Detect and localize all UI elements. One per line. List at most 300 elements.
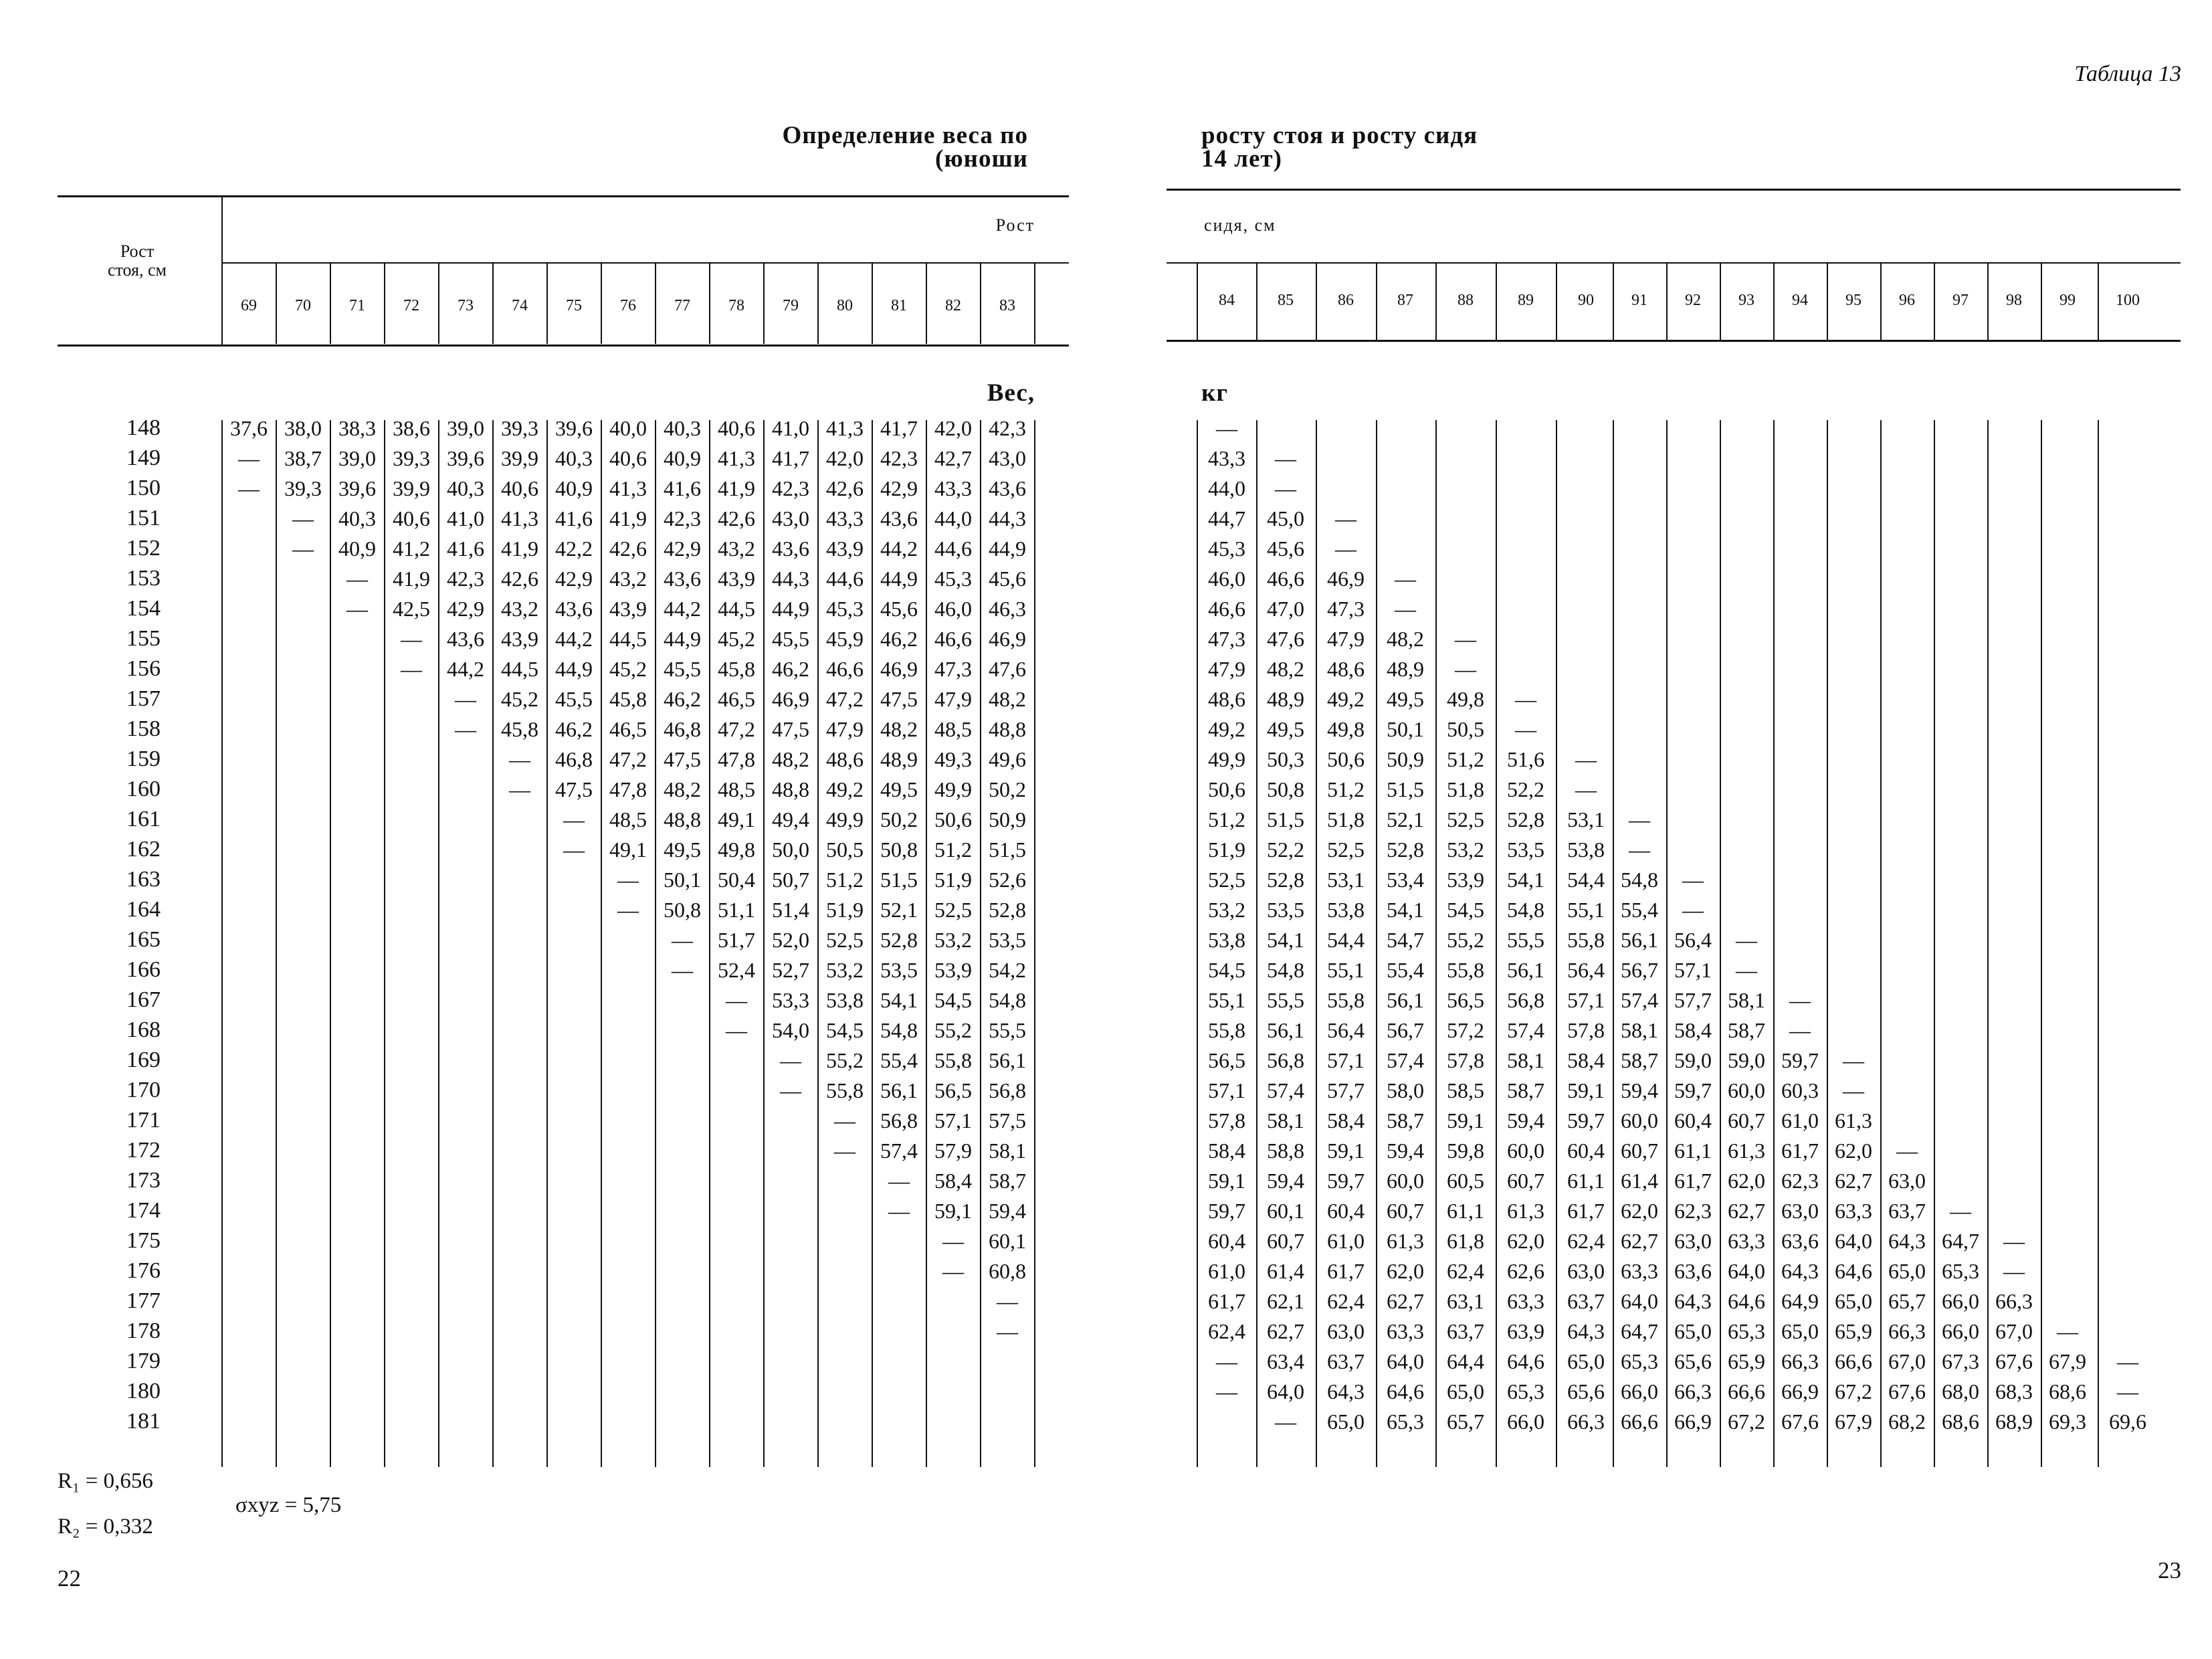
weight-cell: 48,2 (880, 717, 918, 741)
weight-cell: 45,6 (989, 567, 1026, 591)
weight-cell: 44,9 (989, 536, 1026, 561)
column-number: 71 (349, 297, 365, 314)
weight-cell: — (2057, 1319, 2078, 1343)
weight-cell: 45,2 (501, 687, 538, 711)
weight-cell: — (2117, 1349, 2138, 1373)
weight-cell: 55,4 (880, 1048, 918, 1072)
weight-cell: 68,6 (2049, 1379, 2086, 1403)
weight-cell: 51,9 (934, 868, 972, 892)
column-divider (1316, 264, 1317, 340)
weight-cell: 63,7 (1567, 1289, 1605, 1313)
weight-cell: — (1216, 416, 1237, 440)
weight-cell: 56,7 (1387, 1018, 1424, 1042)
row-height-label: 181 (126, 1409, 161, 1434)
weight-cell: 38,0 (284, 416, 322, 440)
weight-cell: 64,0 (1621, 1289, 1658, 1313)
weight-cell: — (1950, 1199, 1971, 1223)
weight-cell: 43,3 (934, 476, 972, 500)
weight-cell: 49,9 (826, 807, 864, 832)
weight-cell: 57,1 (1674, 958, 1712, 982)
weight-cell: 42,3 (772, 476, 809, 500)
weight-cell: 52,1 (880, 898, 918, 922)
weight-cell: 59,4 (1507, 1108, 1544, 1133)
weight-cell: 57,7 (1327, 1078, 1365, 1102)
weight-cell: 40,3 (555, 446, 593, 470)
weight-cell: 66,3 (1674, 1379, 1712, 1403)
weight-cell: 49,8 (718, 838, 755, 862)
weight-cell: 49,3 (934, 747, 972, 771)
weight-cell: 47,9 (826, 717, 864, 741)
weight-cell: 54,4 (1327, 928, 1365, 952)
weight-cell: 46,9 (989, 627, 1026, 651)
column-divider (1934, 264, 1935, 340)
weight-cell: 65,0 (1327, 1409, 1365, 1434)
weight-cell: 41,6 (664, 476, 701, 500)
weight-cell: 59,7 (1327, 1169, 1365, 1193)
weight-cell: 60,4 (1327, 1199, 1365, 1223)
weight-cell: 47,8 (609, 777, 647, 801)
row-height-label: 175 (126, 1228, 161, 1253)
weight-cell: 40,6 (609, 446, 647, 470)
weight-cell: 59,7 (1567, 1108, 1605, 1133)
weight-cell: 64,9 (1781, 1289, 1819, 1313)
weight-cell: 43,3 (826, 506, 864, 530)
weight-cell: — (942, 1229, 964, 1253)
weight-cell: 60,7 (1267, 1229, 1304, 1253)
weight-cell: 47,2 (826, 687, 864, 711)
column-divider (2041, 420, 2042, 1467)
weight-cell: 66,3 (1781, 1349, 1819, 1373)
weight-cell: 41,9 (718, 476, 755, 500)
weight-cell: 67,0 (1888, 1349, 1926, 1373)
weight-cell: 61,7 (1208, 1289, 1245, 1313)
weight-cell: 53,2 (934, 928, 972, 952)
weight-cell: 65,0 (1781, 1319, 1819, 1343)
weight-cell: 61,0 (1327, 1229, 1365, 1253)
weight-cell: 44,5 (718, 597, 755, 621)
weight-cell: 66,6 (1728, 1379, 1765, 1403)
row-height-label: 148 (126, 415, 161, 440)
title-left-line1: Определение веса по (782, 122, 1028, 149)
column-number: 70 (295, 297, 311, 314)
weight-cell: 62,4 (1447, 1259, 1484, 1283)
weight-cell: 43,2 (501, 597, 538, 621)
column-number: 73 (458, 297, 474, 314)
weight-cell: 56,8 (880, 1108, 918, 1133)
weight-cell: — (888, 1199, 910, 1223)
weight-cell: 58,7 (1387, 1108, 1424, 1133)
weight-cell: 47,9 (1208, 657, 1245, 681)
weight-cell: 49,5 (880, 777, 918, 801)
weight-cell: 68,0 (1942, 1379, 1979, 1403)
weight-cell: 45,2 (609, 657, 647, 681)
weight-cell: 55,4 (1387, 958, 1424, 982)
weight-cell: 61,8 (1447, 1229, 1484, 1253)
weight-cell: 66,3 (1567, 1409, 1605, 1434)
weight-cell: 68,6 (1942, 1409, 1979, 1434)
column-number: 88 (1457, 292, 1474, 309)
weight-cell: 67,2 (1835, 1379, 1872, 1403)
weight-cell: 63,9 (1507, 1319, 1544, 1343)
weight-cell: 62,0 (1507, 1229, 1544, 1253)
row-height-label: 178 (126, 1319, 161, 1343)
weight-cell: 47,3 (1327, 597, 1365, 621)
weight-cell: 61,7 (1567, 1199, 1605, 1223)
column-divider (1556, 264, 1557, 340)
weight-cell: 63,3 (1387, 1319, 1424, 1343)
column-number: 72 (403, 297, 419, 314)
weight-cell: 46,9 (880, 657, 918, 681)
weight-cell: 41,3 (826, 416, 864, 440)
weight-cell: 44,6 (934, 536, 972, 561)
weight-cell: 54,0 (772, 1018, 809, 1042)
weight-cell: 61,3 (1835, 1108, 1872, 1133)
weight-cell: 53,1 (1327, 868, 1365, 892)
weight-cell: 46,6 (826, 657, 864, 681)
column-number: 82 (945, 297, 961, 314)
weight-cell: 61,7 (1674, 1169, 1712, 1193)
weight-cell: — (1736, 928, 1757, 952)
weight-cell: 44,7 (1208, 506, 1245, 530)
weight-cell: 59,0 (1728, 1048, 1765, 1072)
weight-cell: 55,4 (1621, 898, 1658, 922)
weight-cell: 55,1 (1208, 988, 1245, 1012)
weight-cell: 56,1 (1621, 928, 1658, 952)
weight-cell: — (997, 1319, 1018, 1343)
weight-cell: 65,3 (1387, 1409, 1424, 1434)
weight-cell: 44,3 (772, 567, 809, 591)
weight-cell: 45,5 (772, 627, 809, 651)
weight-cell: 50,1 (1387, 717, 1424, 741)
weight-cell: 45,8 (609, 687, 647, 711)
weight-cell: 58,7 (1728, 1018, 1765, 1042)
weight-cell: 51,5 (880, 868, 918, 892)
weight-cell: 46,2 (880, 627, 918, 651)
weight-cell: 41,0 (447, 506, 484, 530)
weight-cell: 51,2 (1327, 777, 1365, 801)
weight-cell: 62,7 (1621, 1229, 1658, 1253)
weight-cell: — (726, 988, 747, 1012)
weight-cell: 52,1 (1387, 807, 1424, 832)
weight-cell: 52,5 (826, 928, 864, 952)
row-height-label: 152 (126, 536, 161, 561)
weight-cell: 51,2 (934, 838, 972, 862)
weight-cell: 54,5 (934, 988, 972, 1012)
weight-cell: 61,1 (1447, 1199, 1484, 1223)
weight-cell: 58,4 (1208, 1139, 1245, 1163)
weight-cell: 66,6 (1835, 1349, 1872, 1373)
column-number: 74 (512, 297, 528, 314)
weight-cell: 63,7 (1447, 1319, 1484, 1343)
column-divider (1376, 264, 1377, 340)
weight-cell: 55,8 (826, 1078, 864, 1102)
row-height-label: 159 (126, 747, 161, 771)
weight-cell: 56,1 (989, 1048, 1026, 1072)
weight-cell: 57,1 (1327, 1048, 1365, 1072)
weight-cell: 62,4 (1208, 1319, 1245, 1343)
weight-cell: 63,0 (1888, 1169, 1926, 1193)
weight-cell: 67,0 (1995, 1319, 2033, 1343)
weight-cell: 59,1 (1327, 1139, 1365, 1163)
weight-cell: 40,9 (338, 536, 376, 561)
weight-cell: 58,1 (1621, 1018, 1658, 1042)
weight-cell: 52,5 (1447, 807, 1484, 832)
row-height-label: 154 (126, 596, 161, 621)
weight-cell: 56,4 (1567, 958, 1605, 982)
weight-cell: — (2003, 1229, 2025, 1253)
column-number: 86 (1338, 292, 1354, 309)
row-height-label: 163 (126, 867, 161, 892)
weight-cell: 63,0 (1781, 1199, 1819, 1223)
weight-cell: 51,6 (1507, 747, 1544, 771)
weight-cell: 65,6 (1567, 1379, 1605, 1403)
weight-cell: 55,2 (1447, 928, 1484, 952)
weight-cell: 42,6 (501, 567, 538, 591)
weight-cell: 57,8 (1567, 1018, 1605, 1042)
weight-cell: 43,6 (664, 567, 701, 591)
weight-cell: 51,2 (826, 868, 864, 892)
weight-cell: 46,6 (934, 627, 972, 651)
weight-cell: 56,8 (1507, 988, 1544, 1012)
weight-cell: — (1682, 868, 1704, 892)
weight-cell: 55,2 (934, 1018, 972, 1042)
weight-cell: — (1575, 777, 1597, 801)
weight-cell: 64,0 (1267, 1379, 1304, 1403)
weight-cell: 54,8 (1621, 868, 1658, 892)
weight-cell: 60,8 (989, 1259, 1026, 1283)
weight-cell: — (1455, 657, 1476, 681)
weight-cell: 39,3 (501, 416, 538, 440)
weight-cell: 59,0 (1674, 1048, 1712, 1072)
weight-cell: 60,7 (1387, 1199, 1424, 1223)
column-divider (980, 264, 981, 344)
weight-cell: 48,2 (1267, 657, 1304, 681)
weight-cell: 48,8 (664, 807, 701, 832)
column-divider (1034, 264, 1035, 344)
weight-cell: — (401, 657, 422, 681)
weight-cell: 43,9 (609, 597, 647, 621)
weight-cell: 60,1 (1267, 1199, 1304, 1223)
weight-cell: 42,9 (555, 567, 593, 591)
weight-cell: 43,9 (501, 627, 538, 651)
weight-cell: 54,8 (880, 1018, 918, 1042)
weight-cell: 58,4 (1327, 1108, 1365, 1133)
weight-cell: 41,9 (393, 567, 430, 591)
weight-cell: 46,5 (718, 687, 755, 711)
column-divider (492, 264, 494, 344)
weight-cell: 39,9 (393, 476, 430, 500)
weight-cell: 45,8 (501, 717, 538, 741)
column-number: 94 (1792, 292, 1808, 309)
column-divider (221, 264, 223, 344)
weight-cell: 56,8 (989, 1078, 1026, 1102)
weight-cell: 58,1 (989, 1139, 1026, 1163)
column-divider (1987, 264, 1989, 340)
column-divider (1496, 420, 1497, 1467)
weight-cell: 63,7 (1327, 1349, 1365, 1373)
weight-cell: — (1216, 1349, 1237, 1373)
weight-cell: 43,6 (772, 536, 809, 561)
weight-cell: 58,1 (1728, 988, 1765, 1012)
weight-cell: 63,7 (1888, 1199, 1926, 1223)
weight-cell: 56,8 (1267, 1048, 1304, 1072)
row-height-label: 172 (126, 1138, 161, 1163)
weight-cell: 46,6 (1208, 597, 1245, 621)
row-height-label: 153 (126, 566, 161, 591)
weight-cell: 40,9 (555, 476, 593, 500)
weight-cell: 43,6 (555, 597, 593, 621)
weight-cell: 52,8 (989, 898, 1026, 922)
weight-cell: 48,6 (826, 747, 864, 771)
column-divider (1256, 264, 1258, 340)
weight-cell: 41,3 (501, 506, 538, 530)
column-number: 96 (1899, 292, 1915, 309)
weight-cell: 56,5 (934, 1078, 972, 1102)
weight-cell: 53,9 (934, 958, 972, 982)
weight-cell: 60,1 (989, 1229, 1026, 1253)
weight-cell: 59,1 (1208, 1169, 1245, 1193)
row-height-label: 169 (126, 1048, 161, 1072)
weight-cell: 62,3 (1781, 1169, 1819, 1193)
weight-cell: 68,2 (1888, 1409, 1926, 1434)
weight-cell: 64,3 (1888, 1229, 1926, 1253)
column-divider (1034, 420, 1035, 1467)
weight-cell: 51,5 (1267, 807, 1304, 832)
weight-cell: 58,5 (1447, 1078, 1484, 1102)
weight-cell: 65,0 (1888, 1259, 1926, 1283)
weight-cell: 53,9 (1447, 868, 1484, 892)
weight-cell: 65,3 (1507, 1379, 1544, 1403)
weight-cell: 61,7 (1781, 1139, 1819, 1163)
weight-cell: 55,5 (1267, 988, 1304, 1012)
weight-cell: 50,9 (1387, 747, 1424, 771)
column-number: 100 (2116, 292, 2140, 309)
weight-cell: 42,0 (826, 446, 864, 470)
weight-cell: 37,6 (230, 416, 268, 440)
weight-cell: 64,6 (1728, 1289, 1765, 1313)
rule-top-right (1167, 189, 2181, 191)
weight-cell: 64,6 (1387, 1379, 1424, 1403)
weight-cell: — (1629, 838, 1650, 862)
weight-cell: 61,3 (1728, 1139, 1765, 1163)
weight-cell: 60,0 (1728, 1078, 1765, 1102)
weight-cell: 64,4 (1447, 1349, 1484, 1373)
column-number: 75 (566, 297, 582, 314)
weight-cell: — (617, 898, 639, 922)
weight-cell: 40,3 (447, 476, 484, 500)
weight-cell: 50,5 (826, 838, 864, 862)
weight-cell: 55,1 (1567, 898, 1605, 922)
weight-cell: — (1216, 1379, 1237, 1403)
weight-cell: 39,3 (393, 446, 430, 470)
r2-stat: R₂ = 0,332 (58, 1515, 153, 1539)
weight-cell: 65,6 (1674, 1349, 1712, 1373)
weight-cell: 50,2 (989, 777, 1026, 801)
weight-cell: 52,2 (1507, 777, 1544, 801)
weight-cell: 67,9 (1835, 1409, 1872, 1434)
weight-cell: 66,6 (1621, 1409, 1658, 1434)
weight-cell: 42,6 (609, 536, 647, 561)
weight-cell: — (672, 958, 693, 982)
weight-cell: 48,5 (934, 717, 972, 741)
weight-cell: 64,0 (1835, 1229, 1872, 1253)
column-number: 89 (1518, 292, 1534, 309)
weight-cell: 59,8 (1447, 1139, 1484, 1163)
weight-cell: 69,6 (2109, 1409, 2146, 1434)
weight-cell: 54,5 (826, 1018, 864, 1042)
column-divider (330, 264, 331, 344)
weight-cell: — (1275, 446, 1296, 470)
weight-cell: — (238, 476, 260, 500)
weight-cell: 46,2 (772, 657, 809, 681)
weight-cell: 55,5 (989, 1018, 1026, 1042)
weight-cell: 67,6 (1995, 1349, 2033, 1373)
column-number: 69 (241, 297, 257, 314)
weight-cell: 57,8 (1447, 1048, 1484, 1072)
weight-cell: 66,9 (1674, 1409, 1712, 1434)
weight-cell: 52,4 (718, 958, 755, 982)
weight-cell: 59,1 (1447, 1108, 1484, 1133)
weight-cell: 45,2 (718, 627, 755, 651)
weight-cell: 46,5 (609, 717, 647, 741)
weight-cell: 47,3 (1208, 627, 1245, 651)
weight-cell: 46,3 (989, 597, 1026, 621)
weight-cell: 63,1 (1447, 1289, 1484, 1313)
weight-cell: 44,9 (555, 657, 593, 681)
weight-cell: 42,3 (447, 567, 484, 591)
weight-cell: 45,3 (934, 567, 972, 591)
weight-cell: 48,5 (718, 777, 755, 801)
weight-cell: 62,0 (1728, 1169, 1765, 1193)
row-height-label: 156 (126, 656, 161, 681)
weight-cell: 54,2 (989, 958, 1026, 982)
weight-cell: 55,8 (1447, 958, 1484, 982)
weight-cell: 49,2 (1208, 717, 1245, 741)
column-divider (1720, 264, 1721, 340)
column-divider (2098, 420, 2099, 1467)
weight-cell: 49,5 (664, 838, 701, 862)
column-divider (655, 264, 656, 344)
weight-cell: — (1275, 1409, 1296, 1434)
weight-cell: 41,9 (501, 536, 538, 561)
weight-cell: — (888, 1169, 910, 1193)
row-height-label: 151 (126, 506, 161, 530)
weight-cell: 57,4 (1267, 1078, 1304, 1102)
weight-cell: 61,1 (1567, 1169, 1605, 1193)
weight-cell: 52,5 (934, 898, 972, 922)
weight-cell: 42,6 (826, 476, 864, 500)
weight-cell: — (346, 597, 368, 621)
weight-cell: 51,5 (1387, 777, 1424, 801)
weight-cell: 46,8 (664, 717, 701, 741)
weight-cell: 38,6 (393, 416, 430, 440)
weight-cell: 40,6 (718, 416, 755, 440)
weight-cell: 66,0 (1942, 1319, 1979, 1343)
weight-cell: 58,4 (1567, 1048, 1605, 1072)
weight-cell: 57,4 (1621, 988, 1658, 1012)
row-header: Рост стоя, см (107, 241, 167, 280)
weight-cell: 48,8 (772, 777, 809, 801)
weight-cell: 50,1 (664, 868, 701, 892)
weight-cell: 63,6 (1674, 1259, 1712, 1283)
group-header-left: Рост (995, 215, 1035, 235)
weight-cell: 39,6 (447, 446, 484, 470)
weight-cell: 65,9 (1835, 1319, 1872, 1343)
page-number-left: 22 (58, 1565, 81, 1591)
weight-cell: — (1843, 1078, 1864, 1102)
weight-cell: 64,3 (1674, 1289, 1712, 1313)
row-height-label: 173 (126, 1168, 161, 1193)
